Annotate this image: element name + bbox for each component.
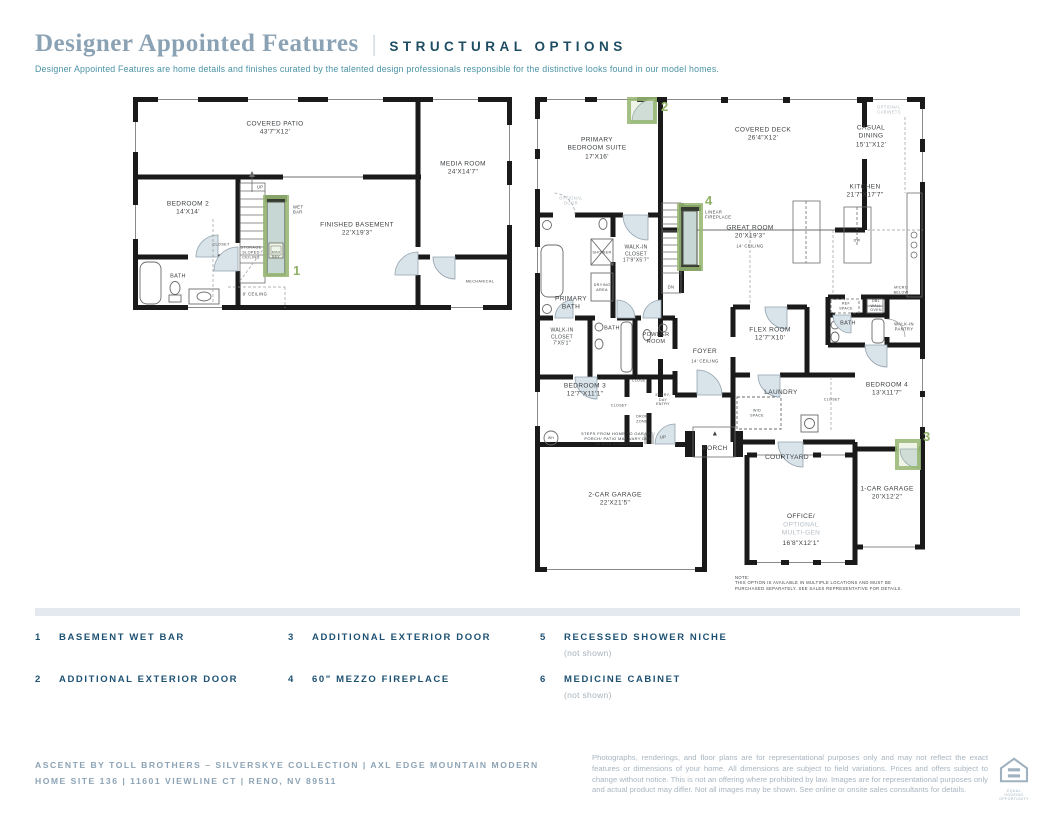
basement-floorplan [133,97,512,310]
header [35,30,719,74]
legend-item-label: RECESSED SHOWER NICHE [564,632,728,643]
room-label: BATH [170,273,186,280]
legend-item-label: BASEMENT WET BAR [59,632,185,643]
room-label: ▲ [711,430,719,438]
room-label: NOTE: THIS OPTION IS AVAILABLE IN MULTIPLE LOCATIONS AND MUST BE PURCHASED SEPARATELY. SEE SALES REPRESENTATIVE FOR DETAILS. [735,574,903,591]
room-label: FLEX ROOM 12'7"X10' [749,326,791,342]
legend-item-number: 4 [288,674,294,685]
room-label: POWDER ROOM [642,331,670,345]
option-highlight-box [627,97,657,124]
room-label: DN [667,284,675,290]
option-marker-number: 2 [661,99,669,114]
option-marker-number: 4 [705,193,713,208]
legend-item [288,632,540,643]
page-description: Designer Appointed Features are home details and finishes curated by the talented design professionals responsible for the distinctive looks found in our model homes. [35,64,720,74]
room-label: 14' CEILING [691,358,719,364]
room-label: SHOWER [592,250,612,255]
legend-item-label: 60" MEZZO FIREPLACE [312,674,450,685]
room-label: 14' CEILING [736,243,764,249]
room-label: DROP ZONE [636,414,648,423]
room-label: 2-CAR GARAGE 22'X21'5" [588,491,642,507]
option-highlight-box [677,203,703,271]
legend-item-label: ADDITIONAL EXTERIOR DOOR [59,674,239,685]
room-label: UP [256,184,264,190]
room-label: EVERY- DAY ENTRY [655,392,671,407]
room-label: OFFICE/ [786,512,816,520]
room-label: FOYER [692,347,718,355]
legend-item-number: 1 [35,632,41,643]
room-label: W/D SPACE [750,408,764,417]
legend-item-number: 5 [540,632,546,643]
room-label: CLOSET [631,378,649,383]
room-label: CLOSET [212,242,230,247]
legend-item [288,674,540,685]
legend-item-number: 2 [35,674,41,685]
room-label: MECHANICAL [465,279,495,284]
room-label: WET BAR [293,204,304,215]
title-divider: | [371,31,377,56]
room-label: DRYING AREA [593,283,611,292]
legend-item-label: MEDICINE CABINET [564,674,681,685]
room-label: WALK-IN CLOSET 17'9"X5'7" [622,244,650,264]
option-highlight-box [263,195,289,277]
room-label: UP [659,434,667,440]
footer-community-info [35,757,539,789]
room-label: OPTIONAL DOOR [559,195,583,206]
room-label: CLOSET [823,397,841,402]
room-label: OPTIONAL MULTI-GEN [781,521,821,537]
room-label: FINISHED BASEMENT 22'X19'3" [320,221,394,237]
option-highlight-box [895,439,921,470]
page-subtitle-label: STRUCTURAL OPTIONS [389,39,627,54]
section-divider [35,608,1020,616]
room-label: 16'8"X12'1" [782,539,820,547]
room-label: COVERED DECK 26'4"X12' [734,126,792,142]
legend-item-note: (not shown) [564,690,612,700]
footer-address-line: HOME SITE 136 | 11601 VIEWLINE CT | RENO, NV 89511 [35,776,337,786]
options-legend [35,632,727,700]
room-label: WALK-IN CLOSET 7'X5'1" [550,327,574,347]
room-label: KITCHEN 21'7"X17'7" [846,183,884,199]
room-label: MEDIA ROOM 24'X14'7" [440,160,486,176]
room-label: OPTIONAL CABINETS [877,104,901,115]
room-label: LINEAR FIREPLACE [705,209,732,220]
room-label: PRIMARY BATH [555,295,587,311]
room-label: CASUAL DINING 15'1"X12' [855,124,887,149]
legend-item [35,674,288,685]
equal-housing-icon [999,757,1029,783]
room-label: LAUNDRY [764,388,798,396]
option-marker-number: 1 [293,263,301,278]
room-label: PORCH [702,444,728,452]
room-label: MICRO BELOW [893,285,909,294]
legend-item [35,632,288,643]
room-label: DBL WALL OVEN [870,298,882,313]
main-floorplan [535,97,931,594]
page-title: Designer Appointed Features [35,30,359,57]
room-label: PRIMARY BEDROOM SUITE 17'X16' [567,136,627,161]
room-label: WH [547,435,555,440]
room-label: 1-CAR GARAGE 20'X12'2" [860,485,914,501]
equal-housing-logo [998,757,1030,801]
room-label: WALK-IN PANTRY [894,321,914,332]
option-marker-number: 3 [923,429,931,444]
legend-item-note: (not shown) [564,648,612,658]
room-label: BEDROOM 4 13'X11'7" [865,381,909,397]
room-label: MINI BEV [271,250,281,259]
room-label: CLOSET [610,403,628,408]
legend-item-label: ADDITIONAL EXTERIOR DOOR [312,632,492,643]
room-label: COURTYARD [765,453,809,461]
legend-item [540,632,727,658]
room-label: GREAT ROOM 20'X19'3" [726,224,774,240]
room-label: STORAGE SLOPED CEILING [240,245,262,260]
equal-housing-caption: EQUAL HOUSING OPPORTUNITY [999,789,1029,801]
room-label: BEDROOM 3 12'7"X11'1" [563,382,607,398]
main-floorplan-drawing [535,97,925,594]
legend-item-number: 3 [288,632,294,643]
room-label: COVERED PATIO 43'7"X12' [246,120,304,136]
room-label: DW [853,238,861,243]
footer-disclaimer: Photographs, renderings, and floor plans are for representational purposes only and may not reflect the exact features or dimensions of your home. All dimensions are subject to field variations. Prices and offers subject to change without notice. This is not an offering where prohibited by law. Images are for representational purposes only and actual product may differ. Not all images may be shown. See online or onsite sales consultants for details. [592,753,988,795]
legend-item [540,674,727,700]
room-label: BATH [840,320,856,327]
room-label: STEPS FROM HOME TO GARAGE/ PORCH/ PATIO MAY VARY DUE TO SITE CONDITIONS [580,431,656,447]
room-label: BATH [604,325,620,332]
legend-item-number: 6 [540,674,546,685]
footer-community-line: ASCENTE BY TOLL BROTHERS – SILVERSKYE COLLECTION | AXL EDGE MOUNTAIN MODERN [35,760,539,770]
room-label: BEDROOM 2 14'X14' [166,200,210,216]
room-label: REF SPACE [839,301,853,310]
room-label: 9' CEILING [242,291,268,297]
